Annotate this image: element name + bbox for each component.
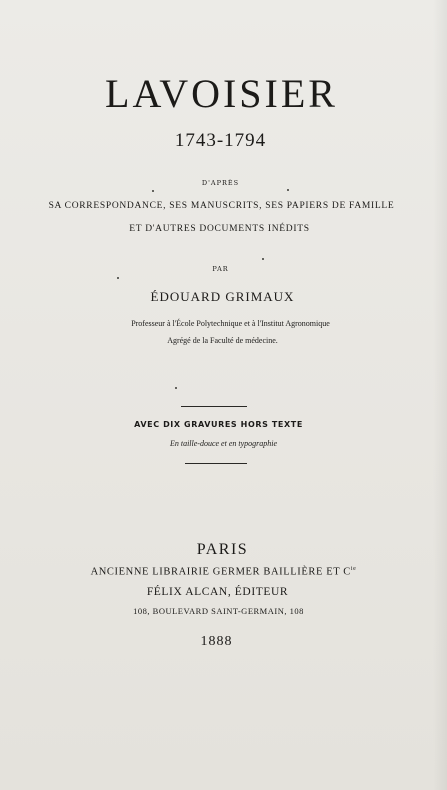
page-edge-shadow [433, 0, 447, 790]
paper-speck [287, 189, 289, 191]
book-title: LAVOISIER [105, 71, 338, 116]
publication-city: PARIS [196, 541, 249, 558]
publisher-abbrev-sup: ie [350, 566, 357, 572]
author-name: ÉDOUARD GRIMAUX [150, 289, 295, 304]
publisher-name: ANCIENNE LIBRAIRIE GERMER BAILLIÈRE ET C [90, 566, 351, 578]
publication-year: 1888 [200, 634, 233, 649]
divider-rule-bottom [185, 463, 247, 464]
paper-speck [152, 190, 154, 192]
publisher-address: 108, BOULEVARD SAINT-GERMAIN, 108 [133, 606, 304, 616]
divider-rule-top [181, 406, 247, 407]
par-label: PAR [212, 265, 229, 273]
dapres-label: D'APRÈS [201, 179, 240, 187]
paper-speck [117, 277, 119, 279]
author-affiliation-line-1: Professeur à l'École Polytechnique et à l'Institut Agronomique [131, 319, 330, 328]
illustrations-subnote: En taille-douce et en typographie [169, 439, 278, 448]
subtitle-line-1: SA CORRESPONDANCE, SES MANUSCRITS, SES PAPIERS DE FAMILLE [48, 201, 395, 211]
publisher-line-1 [0, 566, 447, 578]
paper-speck [262, 258, 264, 260]
subtitle-line-2: ET D'AUTRES DOCUMENTS INÉDITS [129, 224, 310, 234]
publisher-line-2: FÉLIX ALCAN, ÉDITEUR [146, 586, 289, 598]
paper-speck [175, 387, 177, 389]
life-dates: 1743-1794 [174, 130, 267, 151]
author-affiliation-line-2: Agrégé de la Faculté de médecine. [167, 336, 278, 345]
illustrations-note: AVEC DIX GRAVURES HORS TEXTE [134, 420, 303, 429]
